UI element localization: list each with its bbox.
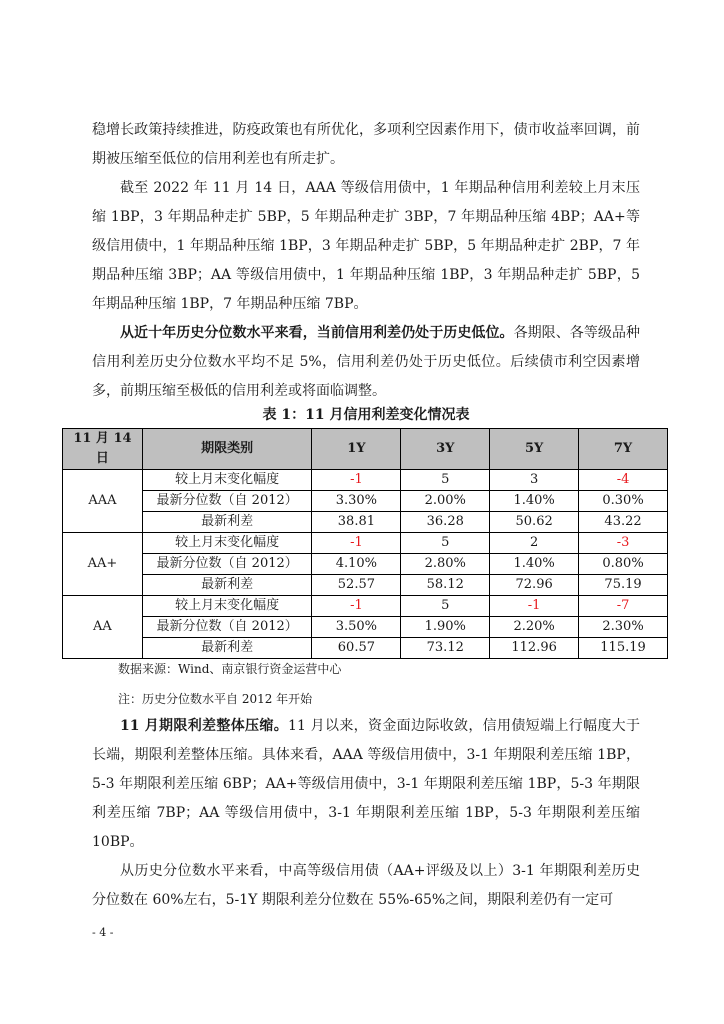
- value-cell: 5: [401, 470, 490, 491]
- value-cell: 0.80%: [579, 554, 668, 575]
- header-5y: 5Y: [490, 429, 579, 470]
- value-cell: 1.40%: [490, 491, 579, 512]
- value-cell: 112.96: [490, 638, 579, 659]
- paragraph-3: [92, 319, 640, 406]
- value-cell: -1: [312, 596, 401, 617]
- value-cell: 3: [490, 470, 579, 491]
- table-row: [63, 470, 668, 491]
- paragraph-3-text: 各期限、各等级品种信用利差历史分位数水平均不足 5%，信用利差仍处于历史低位。后续债市利空因素增多，前期压缩至极低的信用利差或将面临调整。: [92, 325, 641, 399]
- value-cell: 73.12: [401, 638, 490, 659]
- row-label: 较上月末变化幅度: [142, 470, 312, 491]
- table-row: [63, 512, 668, 533]
- value-cell: 50.62: [490, 512, 579, 533]
- value-cell: 72.96: [490, 575, 579, 596]
- value-cell: 60.57: [312, 638, 401, 659]
- data-source-note: 数据来源：Wind、南京银行资金运营中心: [118, 662, 342, 676]
- header-1y: 1Y: [312, 429, 401, 470]
- header-3y: 3Y: [401, 429, 490, 470]
- row-label: 最新分位数（自 2012）: [142, 554, 312, 575]
- table-row: [63, 638, 668, 659]
- table-row: [63, 617, 668, 638]
- value-cell: 2: [490, 533, 579, 554]
- page-number: - 4 -: [92, 926, 114, 939]
- table-row: [63, 533, 668, 554]
- value-cell: 75.19: [579, 575, 668, 596]
- value-cell: 115.19: [579, 638, 668, 659]
- value-cell: 5: [401, 596, 490, 617]
- value-cell: 2.80%: [401, 554, 490, 575]
- value-cell: 2.00%: [401, 491, 490, 512]
- value-cell: -3: [579, 533, 668, 554]
- table-row: [63, 554, 668, 575]
- credit-spread-table: [62, 428, 668, 659]
- rating-cell: AA+: [63, 533, 143, 596]
- value-cell: 43.22: [579, 512, 668, 533]
- value-cell: 58.12: [401, 575, 490, 596]
- value-cell: 1.40%: [490, 554, 579, 575]
- table-caption: 表 1：11 月信用利差变化情况表: [262, 407, 470, 423]
- table-header-row: [63, 429, 668, 470]
- rating-cell: AAA: [63, 470, 143, 533]
- paragraph-2: 截至 2022 年 11 月 14 日，AAA 等级信用债中，1 年期品种信用利差较上月末压缩 1BP，3 年期品种走扩 5BP，5 年期品种走扩 3BP，7 年期品种压缩 4BP；AA+等级信用债中，1 年期品种压缩 1BP，3 年期品种走扩 5BP，5 年期品种走扩 2BP，7 年期品种压缩 3BP；AA 等级信用债中，1 年期品种压缩 1BP，3 年期品种走扩 5BP，5 年期品种压缩 1BP，7 年期品种压缩 7BP。: [92, 180, 640, 312]
- header-category: 期限类别: [142, 429, 312, 470]
- value-cell: 2.20%: [490, 617, 579, 638]
- row-label: 最新利差: [142, 638, 312, 659]
- paragraph-3-bold: 从近十年历史分位数水平来看，当前信用利差仍处于历史低位。: [120, 325, 514, 341]
- value-cell: 36.28: [401, 512, 490, 533]
- table-row: [63, 491, 668, 512]
- row-label: 最新利差: [142, 512, 312, 533]
- row-label: 较上月末变化幅度: [142, 596, 312, 617]
- value-cell: 3.30%: [312, 491, 401, 512]
- paragraph-4-text: 11 月以来，资金面边际收敛，信用债短端上行幅度大于长端，期限利差整体压缩。具体来看，AAA 等级信用债中，3-1 年期限利差压缩 1BP，5-3 年期限利差压缩 6BP；AA+等级信用债中，3-1 年期限利差压缩 1BP，5-3 年期限利差压缩 7BP；AA 等级信用债中，3-1 年期限利差压缩 1BP，5-3 年期限利差压缩 10BP。: [92, 718, 641, 850]
- value-cell: -1: [312, 470, 401, 491]
- value-cell: 1.90%: [401, 617, 490, 638]
- value-cell: 4.10%: [312, 554, 401, 575]
- value-cell: -1: [490, 596, 579, 617]
- paragraph-5: 从历史分位数水平来看，中高等级信用债（AA+评级及以上）3-1 年期限利差历史分位数在 60%左右，5-1Y 期限利差分位数在 55%-65%之间，期限利差仍有一定可: [92, 863, 640, 908]
- value-cell: -7: [579, 596, 668, 617]
- footnote: 注：历史分位数水平自 2012 年开始: [118, 692, 313, 706]
- value-cell: 5: [401, 533, 490, 554]
- value-cell: 2.30%: [579, 617, 668, 638]
- value-cell: 0.30%: [579, 491, 668, 512]
- header-7y: 7Y: [579, 429, 668, 470]
- paragraph-1: 稳增长政策持续推进，防疫政策也有所优化，多项利空因素作用下，债市收益率回调，前期被压缩至低位的信用利差也有所走扩。: [92, 122, 640, 167]
- row-label: 最新分位数（自 2012）: [142, 617, 312, 638]
- value-cell: 52.57: [312, 575, 401, 596]
- paragraph-4-bold: 11 月期限利差整体压缩。: [120, 718, 289, 734]
- value-cell: 38.81: [312, 512, 401, 533]
- row-label: 最新分位数（自 2012）: [142, 491, 312, 512]
- rating-cell: AA: [63, 596, 143, 659]
- table-row: [63, 575, 668, 596]
- paragraph-4: [92, 712, 640, 857]
- row-label: 较上月末变化幅度: [142, 533, 312, 554]
- value-cell: -4: [579, 470, 668, 491]
- table-row: [63, 596, 668, 617]
- value-cell: 3.50%: [312, 617, 401, 638]
- value-cell: -1: [312, 533, 401, 554]
- row-label: 最新利差: [142, 575, 312, 596]
- header-date: 11 月 14 日: [63, 429, 143, 470]
